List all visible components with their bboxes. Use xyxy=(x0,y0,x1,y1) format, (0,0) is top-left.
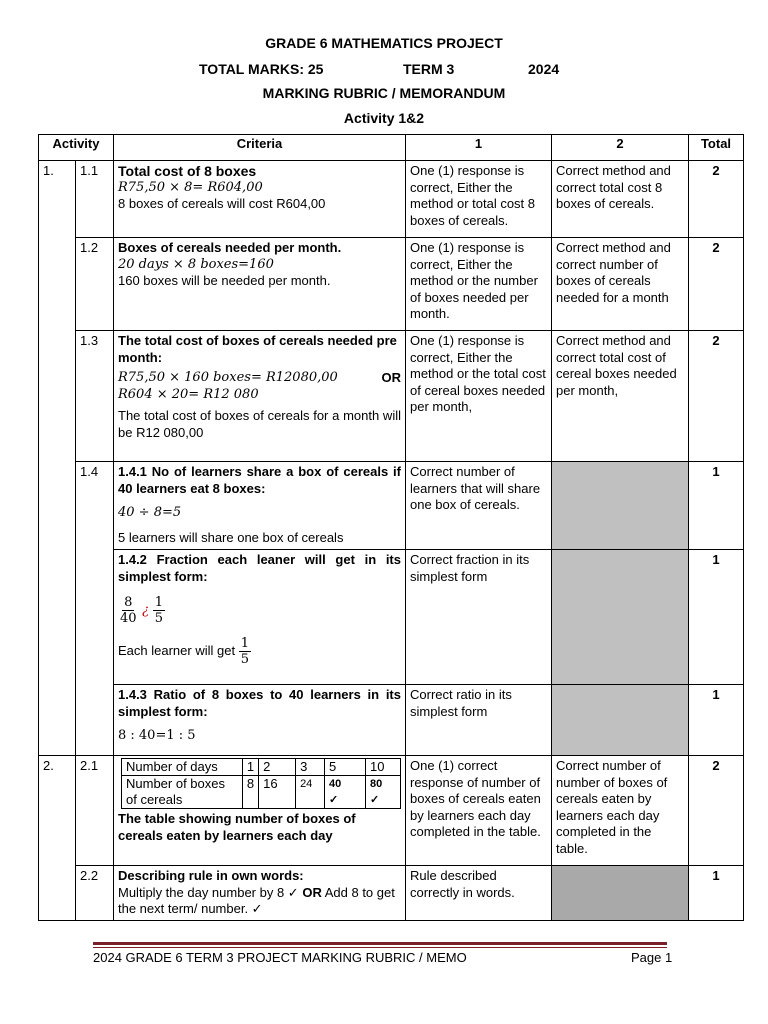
tick-icon: ✓ xyxy=(329,794,339,806)
fraction xyxy=(118,595,139,626)
criteria-answer xyxy=(118,885,401,918)
level-1-descriptor: One (1) response is correct, Either the method or the number of boxes needed per month. xyxy=(406,238,552,331)
table-row xyxy=(39,550,744,685)
inner-header: Number of boxes of cereals xyxy=(122,776,243,809)
criteria-answer: 160 boxes will be needed per month. xyxy=(118,273,331,288)
criteria-math: 40 ÷ 8=5 xyxy=(118,505,182,520)
total-mark: 1 xyxy=(689,685,744,756)
numerator: 1 xyxy=(154,595,164,610)
numerator: 1 xyxy=(240,636,249,651)
shaded-cell xyxy=(552,866,689,921)
table-row xyxy=(39,331,744,462)
inner-cell: 1 xyxy=(242,759,258,776)
level-2-descriptor: Correct method and correct total cost of cereal boxes needed per month, xyxy=(552,331,689,462)
footer-rule-thin xyxy=(93,947,667,948)
criteria-math: R75,50 × 8= R604,00 xyxy=(118,179,263,195)
criteria-answer-line xyxy=(118,636,401,667)
level-1-descriptor: One (1) response is correct, Either the method or total cost 8 boxes of cereals. xyxy=(406,161,552,238)
level-1-descriptor: Rule described correctly in words. xyxy=(406,866,552,921)
inner-row-days xyxy=(122,759,401,776)
page-title: GRADE 6 MATHEMATICS PROJECT xyxy=(265,35,503,51)
criteria-math: 8 : 40=1 : 5 xyxy=(118,728,196,743)
total-mark: 1 xyxy=(689,550,744,685)
level-1-descriptor: One (1) correct response of number of boxes of cereals eaten by learners each day completed in the table. xyxy=(406,756,552,866)
total-mark: 2 xyxy=(689,756,744,866)
question-number: 1.2 xyxy=(76,238,114,331)
page-subtitle: MARKING RUBRIC / MEMORANDUM xyxy=(262,85,506,101)
fraction xyxy=(153,595,165,626)
inner-value: 40 xyxy=(329,778,342,790)
criteria-cell xyxy=(114,238,406,331)
question-number: 1.3 xyxy=(76,331,114,462)
criteria-math: R75,50 × 160 boxes= R12080,00 xyxy=(118,370,338,385)
criteria-heading: The total cost of boxes of cereals needed pre month: xyxy=(118,333,397,365)
inner-cell xyxy=(325,776,366,809)
inner-cell: 16 xyxy=(259,776,296,809)
level-2-descriptor: Correct method and correct number of boxes of cereals needed for a month xyxy=(552,238,689,331)
fraction xyxy=(239,636,251,667)
rule-option-b: Add 8 to get the next term/ number. ✓ xyxy=(118,884,395,916)
table-row xyxy=(39,238,744,331)
shaded-cell xyxy=(552,685,689,756)
footer-rule xyxy=(93,942,667,945)
table-caption: The table showing number of boxes of cereals eaten by learners each day xyxy=(118,811,356,843)
table-row xyxy=(39,866,744,921)
criteria-heading: Boxes of cereals needed per month. xyxy=(118,240,342,255)
level-1-descriptor: Correct fraction in its simplest form xyxy=(406,550,552,685)
criteria-heading: 1.4.1 No of learners share a box of cereals if 40 learners eat 8 boxes: xyxy=(118,464,401,496)
criteria-answer: 8 boxes of cereals will cost R604,00 xyxy=(118,196,326,211)
year: 2024 xyxy=(528,61,560,77)
question-number: 1.1 xyxy=(76,161,114,238)
footer-text: 2024 GRADE 6 TERM 3 PROJECT MARKING RUBRIC / MEMO xyxy=(93,950,467,965)
col-criteria: Criteria xyxy=(114,135,406,161)
criteria-cell xyxy=(114,462,406,550)
table-header-row xyxy=(39,135,744,161)
total-mark: 2 xyxy=(689,238,744,331)
criteria-answer: The total cost of boxes of cereals for a month will be R12 080,00 xyxy=(118,408,401,440)
criteria-cell xyxy=(114,550,406,685)
table-row xyxy=(39,161,744,238)
level-1-descriptor: Correct ratio in its simplest form xyxy=(406,685,552,756)
criteria-math: 20 days × 8 boxes=160 xyxy=(118,256,274,272)
level-2-descriptor: Correct number of number of boxes of cereals eaten by learners each day completed in the table. xyxy=(552,756,689,866)
denominator: 5 xyxy=(154,611,164,626)
total-mark: 2 xyxy=(689,161,744,238)
rule-option-a: Multiply the day number by 8 ✓ xyxy=(118,884,299,900)
inner-cell: 3 xyxy=(296,759,325,776)
numerator: 8 xyxy=(124,595,133,610)
inner-value: 80 xyxy=(370,778,383,790)
inner-header: Number of days xyxy=(122,759,243,776)
question-number: 2.1 xyxy=(76,756,114,866)
total-mark: 2 xyxy=(689,331,744,462)
level-1-descriptor: Correct number of learners that will share one box of cereals. xyxy=(406,462,552,550)
fraction-expression xyxy=(118,595,401,626)
criteria-math-line xyxy=(118,370,401,387)
inner-cell: 10 xyxy=(366,759,401,776)
page-number: Page 1 xyxy=(631,950,673,965)
level-1-descriptor: One (1) response is correct, Either the method or the total cost of cereal boxes needed per month, xyxy=(406,331,552,462)
term: TERM 3 xyxy=(403,61,455,77)
activity-heading: Activity 1&2 xyxy=(343,110,425,126)
activity-number: 2. xyxy=(39,756,76,921)
question-number: 1.4 xyxy=(76,462,114,756)
inner-cell xyxy=(366,776,401,809)
level-2-descriptor: Correct method and correct total cost 8 boxes of cereals. xyxy=(552,161,689,238)
activity-number: 1. xyxy=(39,161,76,756)
tick-icon: ✓ xyxy=(370,794,380,806)
inner-row-boxes xyxy=(122,776,401,809)
inner-cell: 5 xyxy=(325,759,366,776)
criteria-heading: 1.4.3 Ratio of 8 boxes to 40 learners in its simplest form: xyxy=(118,687,401,719)
criteria-heading: 1.4.2 Fraction each leaner will get in its simplest form: xyxy=(118,552,401,584)
criteria-answer: 5 learners will share one box of cereals xyxy=(118,529,344,545)
inner-cell: 8 xyxy=(242,776,258,809)
criteria-cell xyxy=(114,161,406,238)
col-total: Total xyxy=(689,135,744,161)
total-mark: 1 xyxy=(689,462,744,550)
inner-cell: 24 xyxy=(296,776,325,809)
criteria-answer: Each learner will get xyxy=(118,642,236,658)
criteria-heading: Describing rule in own words: xyxy=(118,868,304,883)
table-row xyxy=(39,756,744,866)
criteria-cell xyxy=(114,756,406,866)
question-number: 2.2 xyxy=(76,866,114,921)
criteria-heading: Total cost of 8 boxes xyxy=(118,163,257,179)
denominator: 40 xyxy=(120,611,137,626)
rubric-table xyxy=(38,134,744,921)
table-row xyxy=(39,462,744,550)
days-boxes-table xyxy=(121,758,401,809)
criteria-math-alt: R604 × 20= R12 080 xyxy=(118,386,259,402)
shaded-cell xyxy=(552,462,689,550)
total-mark: 1 xyxy=(689,866,744,921)
table-row xyxy=(39,685,744,756)
inner-cell: 2 xyxy=(259,759,296,776)
shaded-cell xyxy=(552,550,689,685)
symbol: ¿ xyxy=(142,602,150,618)
criteria-cell xyxy=(114,685,406,756)
or-label: OR xyxy=(302,884,322,900)
criteria-cell xyxy=(114,866,406,921)
col-level-2: 2 xyxy=(552,135,689,161)
or-label: OR xyxy=(381,370,401,385)
criteria-cell xyxy=(114,331,406,462)
col-activity: Activity xyxy=(39,135,114,161)
col-level-1: 1 xyxy=(406,135,552,161)
total-marks: TOTAL MARKS: 25 xyxy=(199,61,324,77)
denominator: 5 xyxy=(240,652,249,667)
